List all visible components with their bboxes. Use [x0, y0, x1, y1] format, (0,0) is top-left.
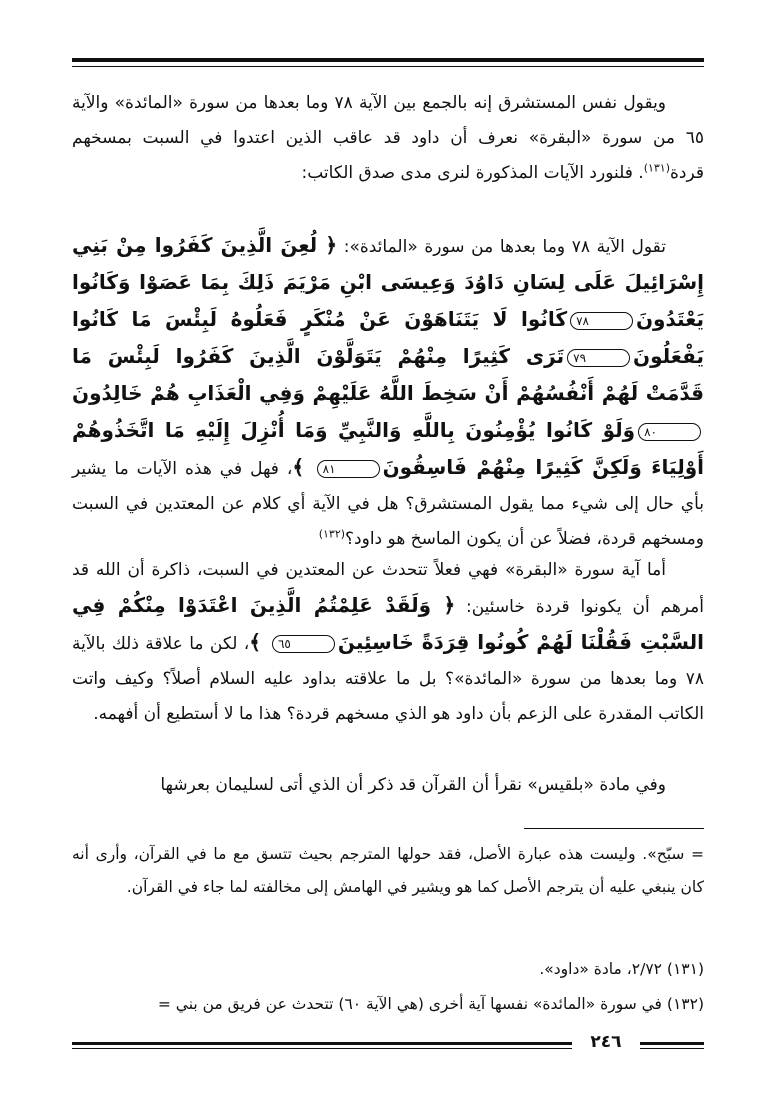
footnote-131: (١٣١) ٢/٧٢، مادة «داود».	[539, 960, 704, 978]
paragraph-4: وفي مادة «بلقيس» نقرأ أن القرآن قد ذكر أن الذي أتى لسليمان بعرشها	[160, 775, 666, 795]
footnote-ref-132[interactable]: (١٣٢)	[318, 527, 346, 541]
paragraph-1	[72, 86, 704, 191]
footnote-ref-131[interactable]: (١٣١)	[643, 161, 671, 175]
paragraph-3	[72, 553, 704, 732]
paragraph-3-intro: أما آية سورة «البقرة» فهي فعلاً تتحدث عن المعتدين في السبت، ذاكرة أن الله قد أمرهم أن يكونوا قردة خاسئين:	[72, 560, 704, 617]
paragraph-2-intro: تقول الآية ٧٨ وما بعدها من سورة «المائدة»:	[337, 237, 666, 257]
paragraph-2-rest: ، فهل في هذه الآيات ما يشير بأي حال إلى شيء مما يقول المستشرق؟ هل في الآية أي كلام عن المعتدين في السبت ومسخهم قردة، فضلاً عن أن يكون الماسخ هو داود؟	[72, 459, 704, 549]
quran-close-bracket-2: ﴾	[249, 630, 269, 654]
quran-verse-79: كَانُوا لَا يَتَنَاهَوْنَ عَنْ مُنْكَرٍ فَعَلُوهُ لَبِئْسَ مَا كَانُوا يَفْعَلُونَ	[72, 307, 704, 368]
header-rule-thin	[72, 66, 704, 67]
footer-rule-left	[72, 1042, 572, 1045]
header-rule	[72, 58, 704, 62]
footnote-132: (١٣٢) في سورة «المائدة» نفسها آية أخرى (هي الآية ٦٠) تتحدث عن فريق من بني =	[157, 995, 704, 1013]
footnote-continuation: = سبّح». وليست هذه عبارة الأصل، فقد حولها المترجم بحيث تتسق مع ما في القرآن، وأرى أنه كان ينبغي عليه أن يترجم الأصل كما هو ويشير في الهامش إلى مخالفته لما جاء في القرآن.	[72, 845, 704, 896]
ayah-number-65: ٦٥	[272, 635, 335, 653]
ayah-number-81: ٨١	[317, 460, 380, 478]
ayah-number-78: ٧٨	[570, 312, 633, 330]
page-number: ٢٤٦	[590, 1032, 622, 1052]
book-page	[72, 0, 704, 1102]
paragraph-1-end: . فلنورد الآيات المذكورة لنرى مدى صدق الكاتب:	[301, 163, 644, 183]
footer-rule-left-thin	[72, 1048, 572, 1049]
quran-verse-81: وَلَوْ كَانُوا يُؤْمِنُونَ بِاللَّهِ وَالنَّبِيِّ وَمَا أُنْزِلَ إِلَيْهِ مَا اتَّخَذُوهُمْ أَوْلِيَاءَ وَلَكِنَّ كَثِيرًا مِنْهُمْ فَاسِقُونَ	[72, 418, 704, 479]
paragraph-1-text: ويقول نفس المستشرق إنه بالجمع بين الآية ٧٨ وما بعدها من سورة «المائدة» والآية ٦٥ من سورة «البقرة» نعرف أن داود قد عاقب الذين اعتدوا في السبت بمسخهم قردة	[72, 93, 704, 183]
paragraph-2	[72, 228, 704, 557]
quran-verse-80: تَرَى كَثِيرًا مِنْهُمْ يَتَوَلَّوْنَ الَّذِينَ كَفَرُوا لَبِئْسَ مَا قَدَّمَتْ لَهُمْ أَنْفُسُهُمْ أَنْ سَخِطَ اللَّهُ عَلَيْهِمْ وَفِي الْعَذَابِ هُمْ خَالِدُونَ	[72, 344, 704, 405]
quran-close-bracket: ﴾	[292, 455, 314, 479]
footnote-separator	[524, 828, 704, 829]
ayah-number-79: ٧٩	[567, 349, 630, 367]
page-footer	[72, 1032, 704, 1058]
footer-rule-right-thin	[640, 1048, 704, 1049]
quran-verse-65: ﴿ وَلَقَدْ عَلِمْتُمُ الَّذِينَ اعْتَدَوْا مِنْكُمْ فِي السَّبْتِ فَقُلْنَا لَهُمْ كُونُوا قِرَدَةً خَاسِئِينَ	[72, 593, 704, 654]
ayah-number-80: ٨٠	[638, 423, 701, 441]
paragraph-3-rest: ، لكن ما علاقة ذلك بالآية ٧٨ وما بعدها من سورة «المائدة»؟ بل ما علاقته بداود عليه السلام أصلاً؟ وكيف واتت الكاتب المقدرة على الزعم بأن داود هو الذي مسخهم قردة؟ هذا ما لا أستطيع أن أفهمه.	[72, 634, 704, 724]
quran-verse-78: ﴿ لُعِنَ الَّذِينَ كَفَرُوا مِنْ بَنِي إِسْرَائِيلَ عَلَى لِسَانِ دَاوُدَ وَعِيسَى ابْنِ مَرْيَمَ ذَلِكَ بِمَا عَصَوْا وَكَانُوا يَعْتَدُونَ	[72, 233, 704, 331]
footer-rule-right	[640, 1042, 704, 1045]
